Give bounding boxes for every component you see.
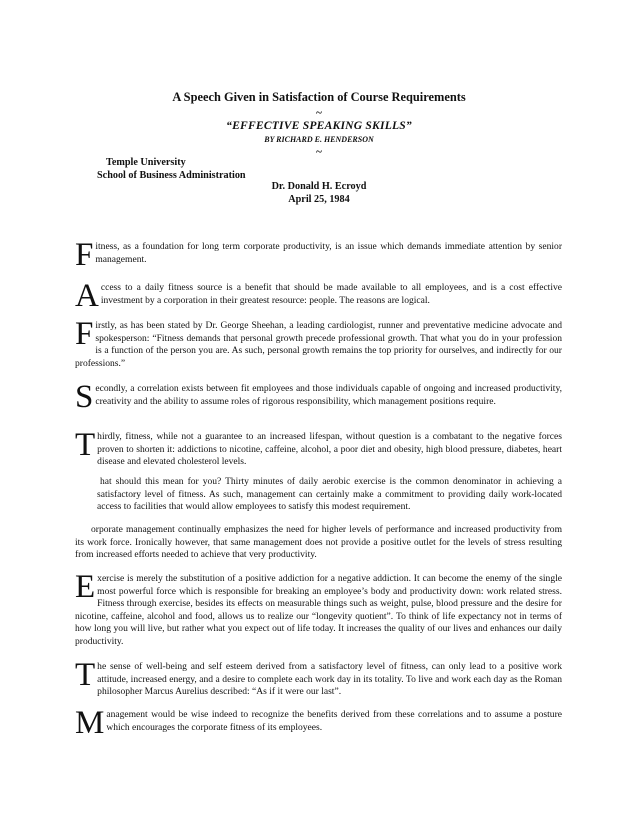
paragraph-text: irstly, as has been stated by Dr. George Sheehan, a leading cardiologist, runner and preventative medicine advocate and spokesperson: “Fitness demands that personal growth precede professional growth. That what you do in your profession is a function of the person you are. As such, personal growth remains the top priority for ourselves, and indirectly for our professions.” bbox=[75, 320, 562, 369]
paragraph-text: itness, as a foundation for long term corporate productivity, is an issue which demands immediate attention by senior management. bbox=[95, 241, 562, 265]
professor-name: Dr. Donald H. Ecroyd bbox=[271, 181, 367, 192]
drop-cap: M bbox=[75, 705, 105, 741]
university-name: Temple University bbox=[106, 157, 186, 168]
paragraph bbox=[75, 657, 562, 699]
paragraph-text: hirdly, fitness, while not a guarantee to an increased lifespan, without question is a combatant to the negative forces proven to shorten it: addictions to nicotine, caffeine, alcohol, a poor diet and obesity, high blood pressure, diabetes, heart disease and elevated cholesterol levels. bbox=[97, 431, 562, 468]
tilde-divider: ~ bbox=[316, 107, 322, 119]
speech-title: A Speech Given in Satisfaction of Course Requirements bbox=[172, 90, 466, 104]
paragraph-text: orporate management continually emphasizes the need for higher levels of performance and increased productivity from its work force. Ironically however, that same management does not provide a positive outlet for the levels of stress resulting from increased efforts needed to achieve that very productivity. bbox=[75, 524, 562, 561]
drop-cap: E bbox=[75, 569, 96, 605]
paragraph-text: he sense of well-being and self esteem derived from a satisfactory level of fitness, can only lead to a positive work attitude, increased energy, and a desire to complete each work day in its totality. To live and work each day as the Roman philosopher Marcus Aurelius described: “As if it were our last”. bbox=[97, 661, 562, 698]
paragraph bbox=[75, 237, 562, 273]
speech-subtitle: “EFFECTIVE SPEAKING SKILLS” bbox=[226, 119, 412, 132]
paragraph-text: xercise is merely the substitution of a positive addiction for a negative addiction. It can become the enemy of the single most powerful force which is responsible for breaking an employee’s body and productivity down: work related stress. Fitness through exercise, besides its effects on measurable things such as weight, pulse, blood pressure and the desire for nicotine, caffeine, alcohol and food, allows us to realize our “longevity quotient”. To think of life expectancy not in terms of how long you will live, but rather what you expect out of life today. It increases the quality of our lives and enhances our daily productivity. bbox=[75, 573, 562, 647]
paragraph-text: econdly, a correlation exists between fit employees and those individuals capable of ongoing and increased productivity, creativity and the ability to assume roles of rigorous responsibility, which management positions require. bbox=[95, 383, 562, 407]
paragraph bbox=[75, 316, 562, 370]
paragraph bbox=[75, 569, 562, 649]
paragraph-text: ccess to a daily fitness source is a benefit that should be made available to all employees, and is a cost effective investment by a corporation in their greatest resource: people. The reasons are logical. bbox=[100, 282, 562, 306]
author-byline: BY RICHARD E. HENDERSON bbox=[264, 135, 374, 144]
drop-cap: F bbox=[75, 237, 94, 273]
paragraph bbox=[97, 476, 562, 514]
school-name: School of Business Administration bbox=[97, 170, 246, 181]
paragraph bbox=[75, 278, 562, 314]
paragraph bbox=[75, 379, 562, 415]
paragraph bbox=[75, 427, 562, 469]
drop-cap: T bbox=[75, 657, 96, 693]
paragraph bbox=[75, 705, 562, 741]
drop-cap: A bbox=[75, 278, 99, 314]
drop-cap: T bbox=[75, 427, 96, 463]
paragraph-text: anagement would be wise indeed to recognize the benefits derived from these correlations and to assume a posture which encourages the corporate fitness of its employees. bbox=[106, 709, 562, 733]
paragraph bbox=[75, 524, 562, 562]
drop-cap: S bbox=[75, 379, 94, 415]
speech-date: April 25, 1984 bbox=[288, 194, 350, 205]
tilde-divider: ~ bbox=[316, 146, 322, 158]
paragraph-text: hat should this mean for you? Thirty minutes of daily aerobic exercise is the common denominator in achieving a satisfactory level of fitness. As such, management can certainly make a commitment to providing daily work-located access to facilities that would allow employees to satisfy this modest requirement. bbox=[97, 476, 562, 513]
drop-cap: F bbox=[75, 316, 94, 352]
